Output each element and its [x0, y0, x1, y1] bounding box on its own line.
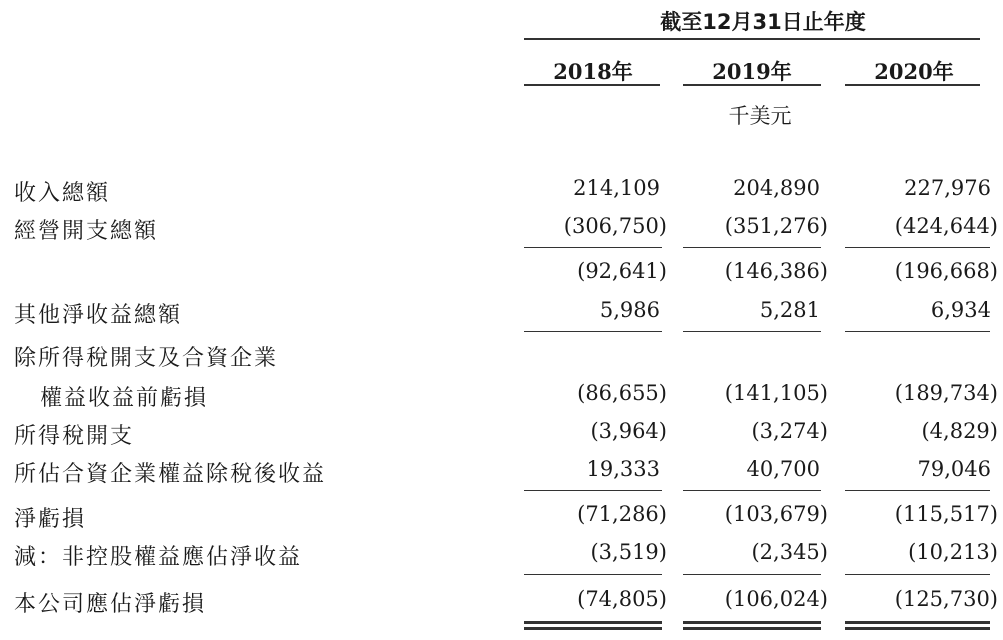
total-double-line-2020-top [845, 621, 990, 624]
value-2020: (189,734) [894, 381, 998, 405]
table-row-jv-income [0, 457, 1003, 489]
value-2020: 79,046 [917, 457, 991, 481]
value-2019: (103,679) [724, 502, 828, 526]
total-double-line-2018-top [524, 621, 662, 624]
subtotal-line-2019 [683, 247, 821, 248]
value-2020: (115,517) [894, 502, 998, 526]
year-underline-2020 [845, 84, 980, 86]
total-double-line-2018-bottom [524, 627, 662, 630]
subtotal-line-2019 [683, 574, 821, 575]
value-2018: 5,986 [599, 298, 660, 322]
value-2020: (196,668) [894, 259, 998, 283]
value-2020: 6,934 [930, 298, 991, 322]
row-label: 權益收益前虧損 [40, 386, 209, 411]
subtotal-line-2020 [845, 574, 990, 575]
year-2019-header: 2019年 [712, 59, 792, 84]
table-row-revenue [0, 176, 1003, 208]
year-2020-header: 2020年 [874, 59, 954, 84]
value-2020: (10,213) [908, 540, 998, 564]
value-2019: (141,105) [724, 381, 828, 405]
value-2019: (106,024) [724, 587, 828, 611]
total-double-line-2019-bottom [683, 627, 821, 630]
row-label: 所得稅開支 [14, 424, 135, 449]
table-row-pretax-label-line1 [0, 341, 1003, 373]
table-row-operating-subtotal [0, 259, 1003, 291]
subtotal-line-2018 [524, 331, 662, 332]
value-2018: (3,519) [590, 540, 667, 564]
subtotal-line-2019 [683, 490, 821, 491]
table-row-net-loss [0, 502, 1003, 534]
subtotal-line-2018 [524, 490, 662, 491]
value-2019: (2,345) [751, 540, 828, 564]
table-row-minority-interest [0, 540, 1003, 572]
table-row-operating-expenses [0, 214, 1003, 246]
table-row-other-net-income [0, 298, 1003, 330]
subtotal-line-2020 [845, 490, 990, 491]
row-label: 經營開支總額 [14, 219, 159, 244]
value-2018: (3,964) [590, 419, 667, 443]
value-2020: (125,730) [894, 587, 998, 611]
table-row-attributable-net-loss [0, 587, 1003, 619]
value-2019: (351,276) [724, 214, 828, 238]
value-2020: (4,829) [921, 419, 998, 443]
total-double-line-2020-bottom [845, 627, 990, 630]
row-label: 其他淨收益總額 [14, 303, 183, 328]
value-2018: (86,655) [577, 381, 667, 405]
value-2019: (3,274) [751, 419, 828, 443]
value-2019: 5,281 [759, 298, 820, 322]
value-2019: 204,890 [733, 176, 820, 200]
year-underline-2018 [524, 84, 660, 86]
value-2018: 19,333 [586, 457, 660, 481]
subtotal-line-2020 [845, 331, 990, 332]
unit-label: 千美元 [728, 104, 792, 128]
value-2018: (74,805) [577, 587, 667, 611]
row-label: 收入總額 [14, 181, 111, 206]
row-label: 本公司應佔淨虧損 [14, 592, 207, 617]
subtotal-line-2018 [524, 574, 662, 575]
year-2018-header: 2018年 [553, 59, 633, 84]
row-label: 除所得稅開支及合資企業 [14, 346, 279, 371]
subtotal-line-2018 [524, 247, 662, 248]
total-double-line-2019-top [683, 621, 821, 624]
subtotal-line-2019 [683, 331, 821, 332]
period-underline [524, 38, 980, 40]
subtotal-line-2020 [845, 247, 990, 248]
value-2018: (71,286) [577, 502, 667, 526]
year-underline-2019 [683, 84, 821, 86]
value-2020: (424,644) [894, 214, 998, 238]
table-row-pretax-loss [0, 381, 1003, 413]
row-label: 減：非控股權益應佔淨收益 [14, 545, 303, 570]
row-label: 淨虧損 [14, 507, 87, 532]
value-2019: (146,386) [724, 259, 828, 283]
value-2020: 227,976 [904, 176, 991, 200]
table-row-income-tax [0, 419, 1003, 451]
value-2018: (306,750) [563, 214, 667, 238]
row-label: 所佔合資企業權益除稅後收益 [14, 462, 327, 487]
value-2018: 214,109 [573, 176, 660, 200]
period-header: 截至12月31日止年度 [660, 10, 866, 34]
value-2018: (92,641) [577, 259, 667, 283]
value-2019: 40,700 [746, 457, 820, 481]
